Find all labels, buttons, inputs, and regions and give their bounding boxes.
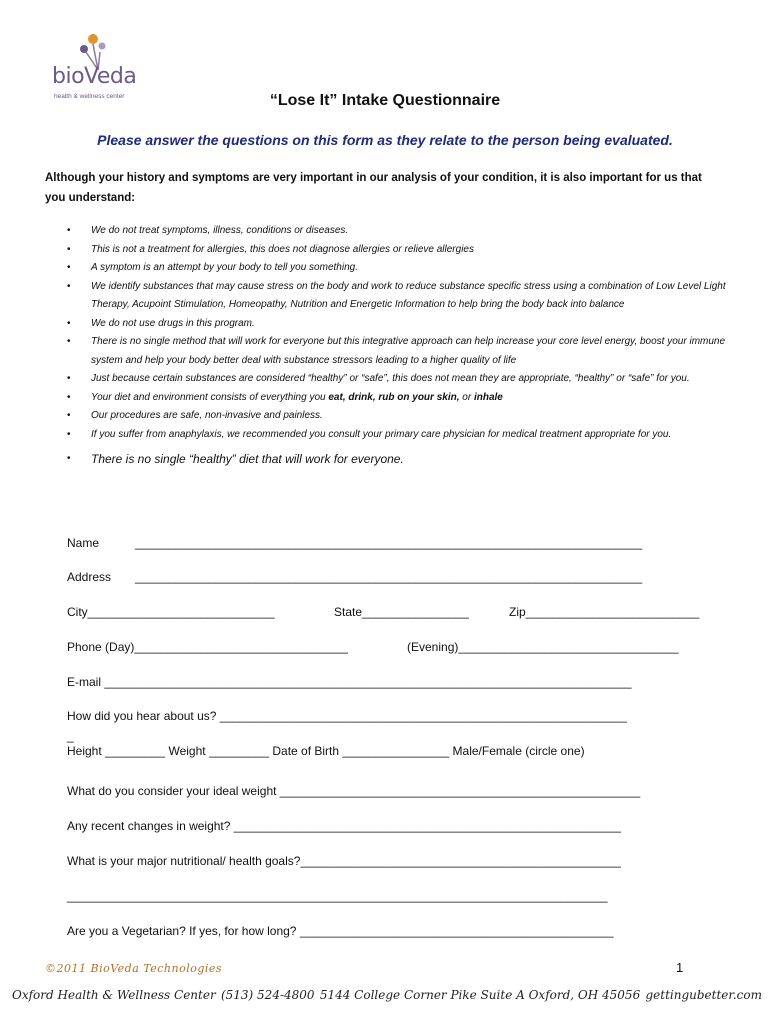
footer-website[interactable]: gettingubetter.com: [645, 988, 762, 1002]
city-label: City: [67, 605, 88, 619]
list-item: • We do not treat symptoms, illness, conditions or diseases.: [67, 225, 349, 236]
vegetarian-row: [67, 923, 614, 939]
footer-address: 5144 College Corner Pike Suite A Oxford, OH 45056: [319, 988, 641, 1002]
dob-label: Date of Birth: [272, 744, 340, 758]
recent-changes-row: [67, 818, 621, 834]
city-field[interactable]: ____________________________: [87, 605, 275, 619]
list-item: • This is not a treatment for allergies, this does not diagnose allergies or relieve allergies: [67, 243, 474, 255]
list-item: • There is no single “healthy” diet that will work for everyone.: [67, 452, 404, 466]
heard-field[interactable]: _____________________________________________________________: [219, 709, 627, 723]
list-item: • We identify substances that may cause stress on the body and work to reduce substance specific stress using a combination of Low Level Light Therapy, Acupoint Stimulation, Homeopathy, Nutrition and Energetic Information to help bring the body back into balance: [67, 280, 726, 310]
weight-label: Weight: [168, 744, 206, 758]
name-label: Name: [67, 536, 100, 550]
list-item: • Our procedures are safe, non-invasive and painless.: [67, 410, 323, 421]
state-row: [334, 604, 469, 620]
address-label: Address: [67, 570, 112, 584]
email-field[interactable]: _______________________________________________________________________________: [104, 675, 632, 689]
height-field[interactable]: _________: [105, 744, 166, 758]
dob-field[interactable]: ________________: [342, 744, 450, 758]
disclaimer-list: [64, 222, 734, 470]
phone-evening-label: (Evening): [407, 640, 459, 654]
ideal-weight-label: What do you consider your ideal weight: [67, 784, 277, 798]
email-row: [67, 674, 632, 690]
recent-changes-field[interactable]: __________________________________________________________: [233, 819, 621, 833]
list-item: • There is no single method that will work for everyone but this integrative approach can help increase your core level energy, boost your immune system and help your body better deal with substance stressors leading to a higher quality of life: [67, 336, 726, 366]
recent-changes-label: Any recent changes in weight?: [67, 819, 231, 833]
phone-evening-row: [407, 639, 679, 655]
heard-label: How did you hear about us?: [67, 709, 217, 723]
city-row: [67, 604, 275, 620]
zip-field[interactable]: __________________________: [525, 605, 700, 619]
list-item: • We do not use drugs in this program.: [67, 317, 255, 329]
ideal-weight-field[interactable]: ______________________________________________________: [279, 784, 641, 798]
phone-day-label: Phone (Day): [67, 640, 135, 654]
list-item: • Just because certain substances are considered “healthy” or “safe”, this does not mean they are appropriate, “healthy” or “safe” for you.: [67, 373, 690, 384]
state-label: State: [334, 605, 363, 619]
list-item: • A symptom is an attempt by your body to tell you something.: [67, 262, 358, 273]
list-item: • If you suffer from anaphylaxis, we recommended you consult your primary care physician for medical treatment appropriate for you.: [67, 428, 672, 440]
phone-day-field[interactable]: ________________________________: [134, 640, 348, 654]
list-item: • Your diet and environment consists of everything you eat, drink, rub on your skin, or inhale: [67, 391, 503, 403]
body-stats-row: [67, 743, 585, 759]
logo-tagline: health & wellness center: [54, 93, 125, 100]
footer-bar: [12, 988, 762, 1002]
copyright-text: ©2011 BioVeda Technologies: [45, 962, 223, 975]
goals-label: What is your major nutritional/ health goals?: [67, 854, 301, 868]
intro-text: Although your history and symptoms are very important in our analysis of your condition, it is also important for us that you understand:: [45, 172, 702, 204]
vegetarian-field[interactable]: _______________________________________________: [299, 924, 614, 938]
phone-day-row: [67, 639, 348, 655]
heard-row: [67, 708, 627, 724]
logo-text: bioVeda: [52, 64, 137, 89]
name-field[interactable]: ____________________________________________________________________________: [135, 536, 643, 550]
sex-label[interactable]: Male/Female (circle one): [452, 744, 585, 758]
heard-field-overflow[interactable]: _: [67, 729, 74, 743]
zip-row: [509, 604, 699, 620]
zip-label: Zip: [509, 605, 526, 619]
address-field[interactable]: ____________________________________________________________________________: [135, 570, 643, 584]
email-label: E-mail: [67, 675, 102, 689]
page-number: 1: [676, 960, 684, 975]
goals-row: [67, 853, 621, 869]
height-label: Height: [67, 744, 102, 758]
footer-center-name: Oxford Health & Wellness Center: [12, 988, 216, 1002]
page-subtitle: Please answer the questions on this form as they relate to the person being evaluated.: [97, 132, 673, 148]
phone-evening-field[interactable]: _________________________________: [458, 640, 679, 654]
goals-field[interactable]: ________________________________________________: [300, 854, 621, 868]
footer-phone: (513) 524-4800: [220, 988, 315, 1002]
state-field[interactable]: ________________: [362, 605, 469, 619]
page-title: “Lose It” Intake Questionnaire: [269, 92, 501, 109]
goals-field-line2[interactable]: _________________________________________________________________________________: [67, 889, 608, 903]
ideal-weight-row: [67, 783, 640, 799]
weight-field[interactable]: _________: [208, 744, 270, 758]
vegetarian-label: Are you a Vegetarian? If yes, for how long?: [67, 924, 297, 938]
